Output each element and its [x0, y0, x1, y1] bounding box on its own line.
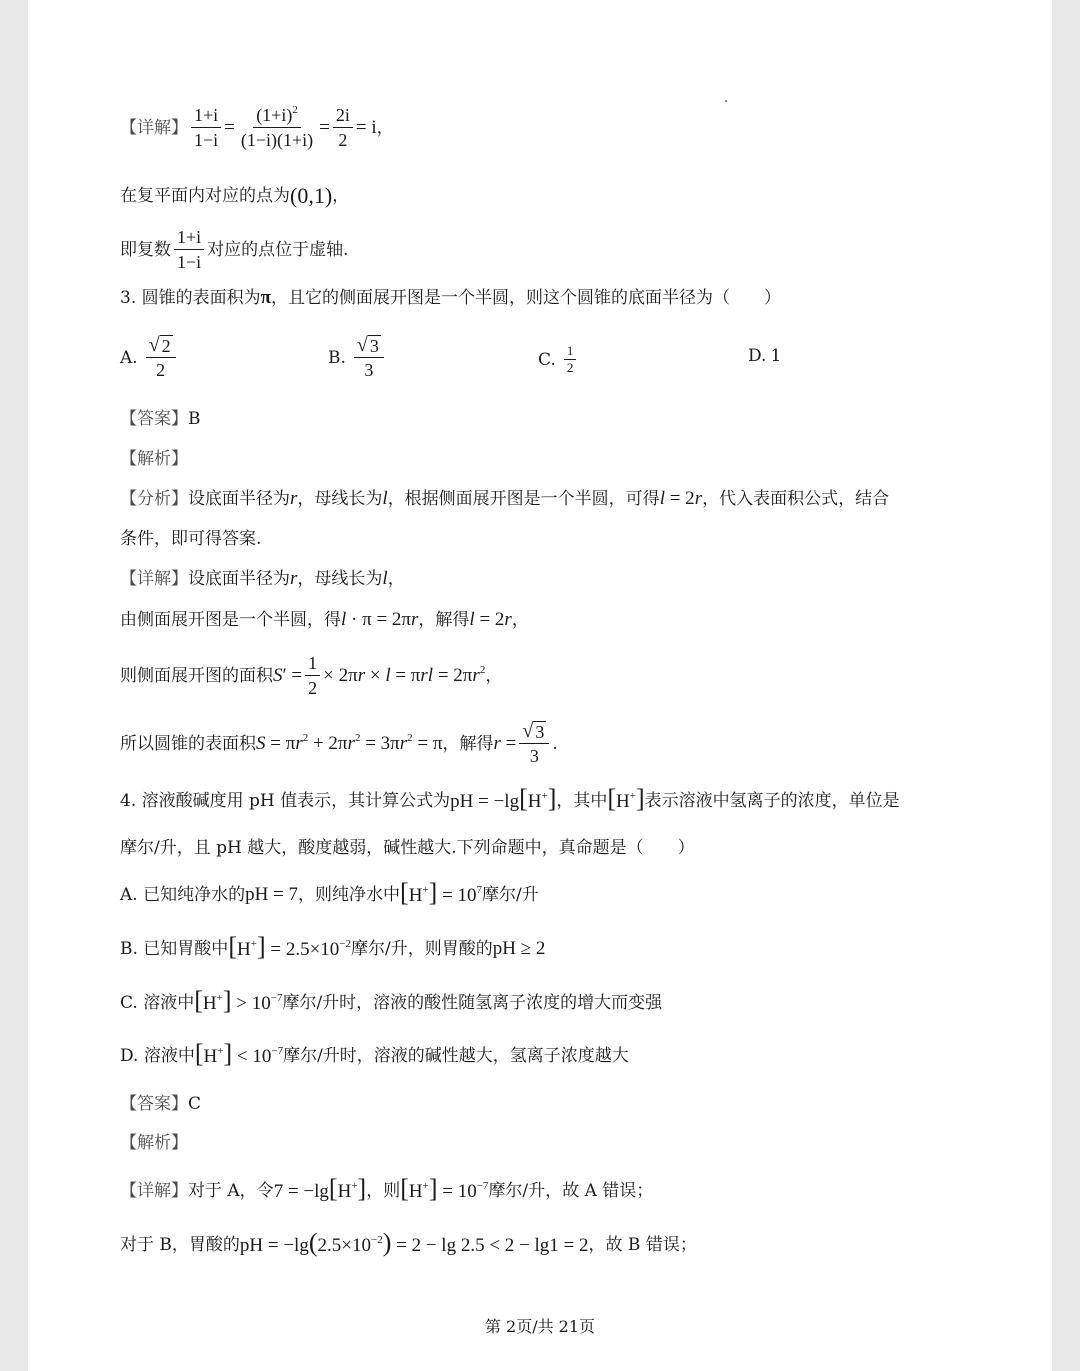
text: ，则	[366, 1181, 401, 1201]
q4-option-b	[120, 932, 546, 962]
option-label: A.	[120, 347, 138, 368]
text: ，解得	[442, 733, 494, 754]
math-expr: l = 2r	[469, 609, 512, 630]
q3-detail	[120, 567, 405, 591]
text: ，代入表面积公式，结合	[702, 489, 890, 509]
text: 设底面半径为	[188, 569, 290, 589]
text: ，解得	[418, 610, 470, 630]
answer-tag: 【答案】	[120, 1094, 188, 1114]
analysis-tag: 【解析】	[120, 1133, 188, 1153]
text: 摩尔/升时，溶液的碱性越大，氢离子浓度越大	[283, 1046, 629, 1066]
math-expr: $[H^+] > 10^{-7}$	[194, 986, 283, 1015]
text: ，	[511, 610, 529, 630]
math-expr: pH ≥ 2	[492, 938, 546, 959]
text: ，母线长为	[297, 569, 383, 589]
text: 条件，即可得答案.	[120, 529, 262, 549]
math-point: (0,1)	[290, 183, 333, 208]
detail-tag: 【详解】	[120, 117, 188, 138]
text: 摩尔/升	[482, 885, 539, 905]
text: 即复数	[120, 239, 171, 260]
document-page	[28, 0, 1052, 1371]
var-l: l	[382, 568, 388, 589]
q3-option-a	[120, 334, 179, 381]
answer-value: B	[188, 409, 201, 429]
q4-stem-cont	[120, 836, 695, 860]
punct: ，	[332, 186, 350, 206]
page-footer: 第 2页/共 21页	[484, 1317, 596, 1336]
text: 所以圆锥的表面积	[120, 733, 256, 754]
detail-tag: 【详解】	[120, 1181, 188, 1201]
fraction: √ 3 3	[519, 720, 549, 767]
q4-answer	[120, 1092, 201, 1116]
text: ，且它的侧面展开图是一个半圆，则这个圆锥的底面半径为（ ）	[271, 288, 782, 308]
text: 摩尔/升，且 pH 越大，酸度越弱，碱性越大.下列命题中，真命题是（ ）	[120, 838, 695, 858]
var-r: r	[290, 568, 298, 589]
q4-option-a	[120, 878, 539, 908]
punct: ，	[376, 117, 394, 138]
math-expr: × $2\pi r \times l = \pi rl = 2\pi r^2$	[323, 663, 486, 686]
q4-detail-b	[120, 1228, 697, 1258]
text: 摩尔/升，则胃酸的	[351, 939, 493, 959]
option-label: B.	[328, 347, 346, 368]
math-expr: $[H^+] < 10^{-7}$	[194, 1039, 284, 1068]
math-expr: l · π = 2πr	[341, 609, 419, 630]
text: 3. 圆锥的表面积为	[120, 288, 261, 308]
q4-analysis	[120, 1131, 188, 1155]
text: 表示溶液中氢离子的浓度，单位是	[644, 791, 900, 811]
text: ，其中	[556, 791, 608, 811]
fraction: $\frac{1+i}{1-i}$	[174, 226, 204, 273]
q3-fenxi	[120, 487, 889, 511]
text: D. 溶液中	[120, 1046, 195, 1066]
math-expr: 7 = −lg[H+]	[273, 1174, 367, 1203]
q4-stem	[120, 784, 900, 814]
fraction: √ 3 3	[354, 334, 384, 381]
text: ，则纯净水中	[298, 885, 401, 905]
math-expr: $S = \pi r^2 + 2\pi r^2 = 3\pi r^2 = \pi$	[256, 731, 443, 754]
q3-analysis	[120, 447, 188, 471]
option-label: C.	[538, 349, 556, 370]
q3-area	[120, 652, 502, 699]
math-pi: π	[260, 287, 272, 308]
var-r: r	[290, 488, 298, 509]
math-expr: $[H^+] = 2.5\times 10^{-2}$	[228, 932, 352, 961]
fraction: $\frac{(1+i)^2}{(1-i)(1+i)}$	[240, 104, 314, 150]
text: ，根据侧面展开图是一个半圆，可得	[387, 489, 660, 509]
fraction: $\frac{1+i}{1-i}$	[191, 104, 221, 151]
text: 在复平面内对应的点为	[120, 186, 290, 206]
text: 对应的点位于虚轴.	[207, 239, 349, 260]
analysis-tag: 【解析】	[120, 449, 188, 469]
q3-stem	[120, 286, 781, 310]
math-expr: l = 2r	[659, 488, 703, 509]
math-expr: $[H^+] = 10^{-7}$	[400, 1174, 489, 1203]
q4-option-c	[120, 986, 663, 1016]
fraction: $\frac{1}{2}$	[564, 344, 577, 375]
text: .	[552, 733, 558, 754]
fraction: $\frac{2i}{2}$	[333, 104, 353, 151]
answer-value: C	[188, 1094, 202, 1114]
text: ，	[485, 665, 503, 686]
fenxi-tag: 【分析】	[120, 489, 188, 509]
q3-side	[120, 608, 529, 632]
q3-option-d	[748, 346, 781, 366]
option-label: D.	[748, 346, 767, 366]
q3-answer	[120, 407, 201, 431]
detail-tag: 【详解】	[120, 569, 188, 589]
var-l: l	[382, 488, 388, 509]
text: 摩尔/升，故 A 错误；	[488, 1181, 654, 1201]
q3-option-c	[538, 344, 579, 375]
math-expr: pH = −lg[H+]	[450, 784, 557, 813]
q3-option-b	[328, 334, 387, 381]
plane-point-line	[120, 184, 349, 208]
q3-total: 所以圆锥的表面积 $S = \pi r^2 + 2\pi r^2 = 3\pi r^2 = \pi$ ，解得 r = √ 3 3 .	[120, 720, 558, 766]
text: ，故 B 错误；	[588, 1235, 697, 1255]
math-expr: S′ =	[273, 664, 303, 686]
text: 摩尔/升时，溶液的酸性随氢离子浓度的增大而变强	[282, 993, 663, 1013]
text: 由侧面展开图是一个半圆，得	[120, 610, 341, 630]
q4-option-d	[120, 1039, 629, 1069]
math-expr: [H+]	[607, 784, 645, 813]
text: 则侧面展开图的面积	[120, 665, 273, 686]
text: 设底面半径为	[188, 489, 290, 509]
answer-tag: 【答案】	[120, 409, 188, 429]
detail-complex-division: 【详解】 $\frac{1+i}{1-i}$ = $\frac{(1+i)^2}{(1-i)(1+i)}$ = $\frac{2i}{2}$ = i ，	[120, 104, 394, 150]
option-value: 1	[770, 346, 782, 366]
fraction: $\frac{1}{2}$	[305, 652, 320, 699]
text: 4. 溶液酸碱度用 pH 值表示，其计算公式为	[120, 791, 451, 811]
q3-fenxi-cont	[120, 527, 261, 551]
text: A. 已知纯净水的	[120, 885, 246, 905]
scan-speck	[725, 100, 727, 102]
text: 对于 A，令	[188, 1181, 274, 1201]
fraction: √ 2 2	[146, 334, 176, 381]
imag-axis-line	[120, 226, 349, 273]
text: ，母线长为	[297, 489, 383, 509]
text: 对于 B，胃酸的	[120, 1235, 240, 1255]
text: B. 已知胃酸中	[120, 939, 229, 959]
math-expr: pH = $-\lg(2.5\times 10^{-2}) = 2 - \lg 2.5 < 2 - \lg 1 = 2$	[239, 1228, 589, 1257]
text: C. 溶液中	[120, 993, 195, 1013]
math-expr: $[H^+] = 10^7$	[400, 878, 483, 907]
var-r: r	[493, 732, 501, 754]
math-expr: pH = 7	[245, 884, 299, 905]
q4-detail-a	[120, 1174, 654, 1204]
text: ，	[387, 569, 405, 589]
